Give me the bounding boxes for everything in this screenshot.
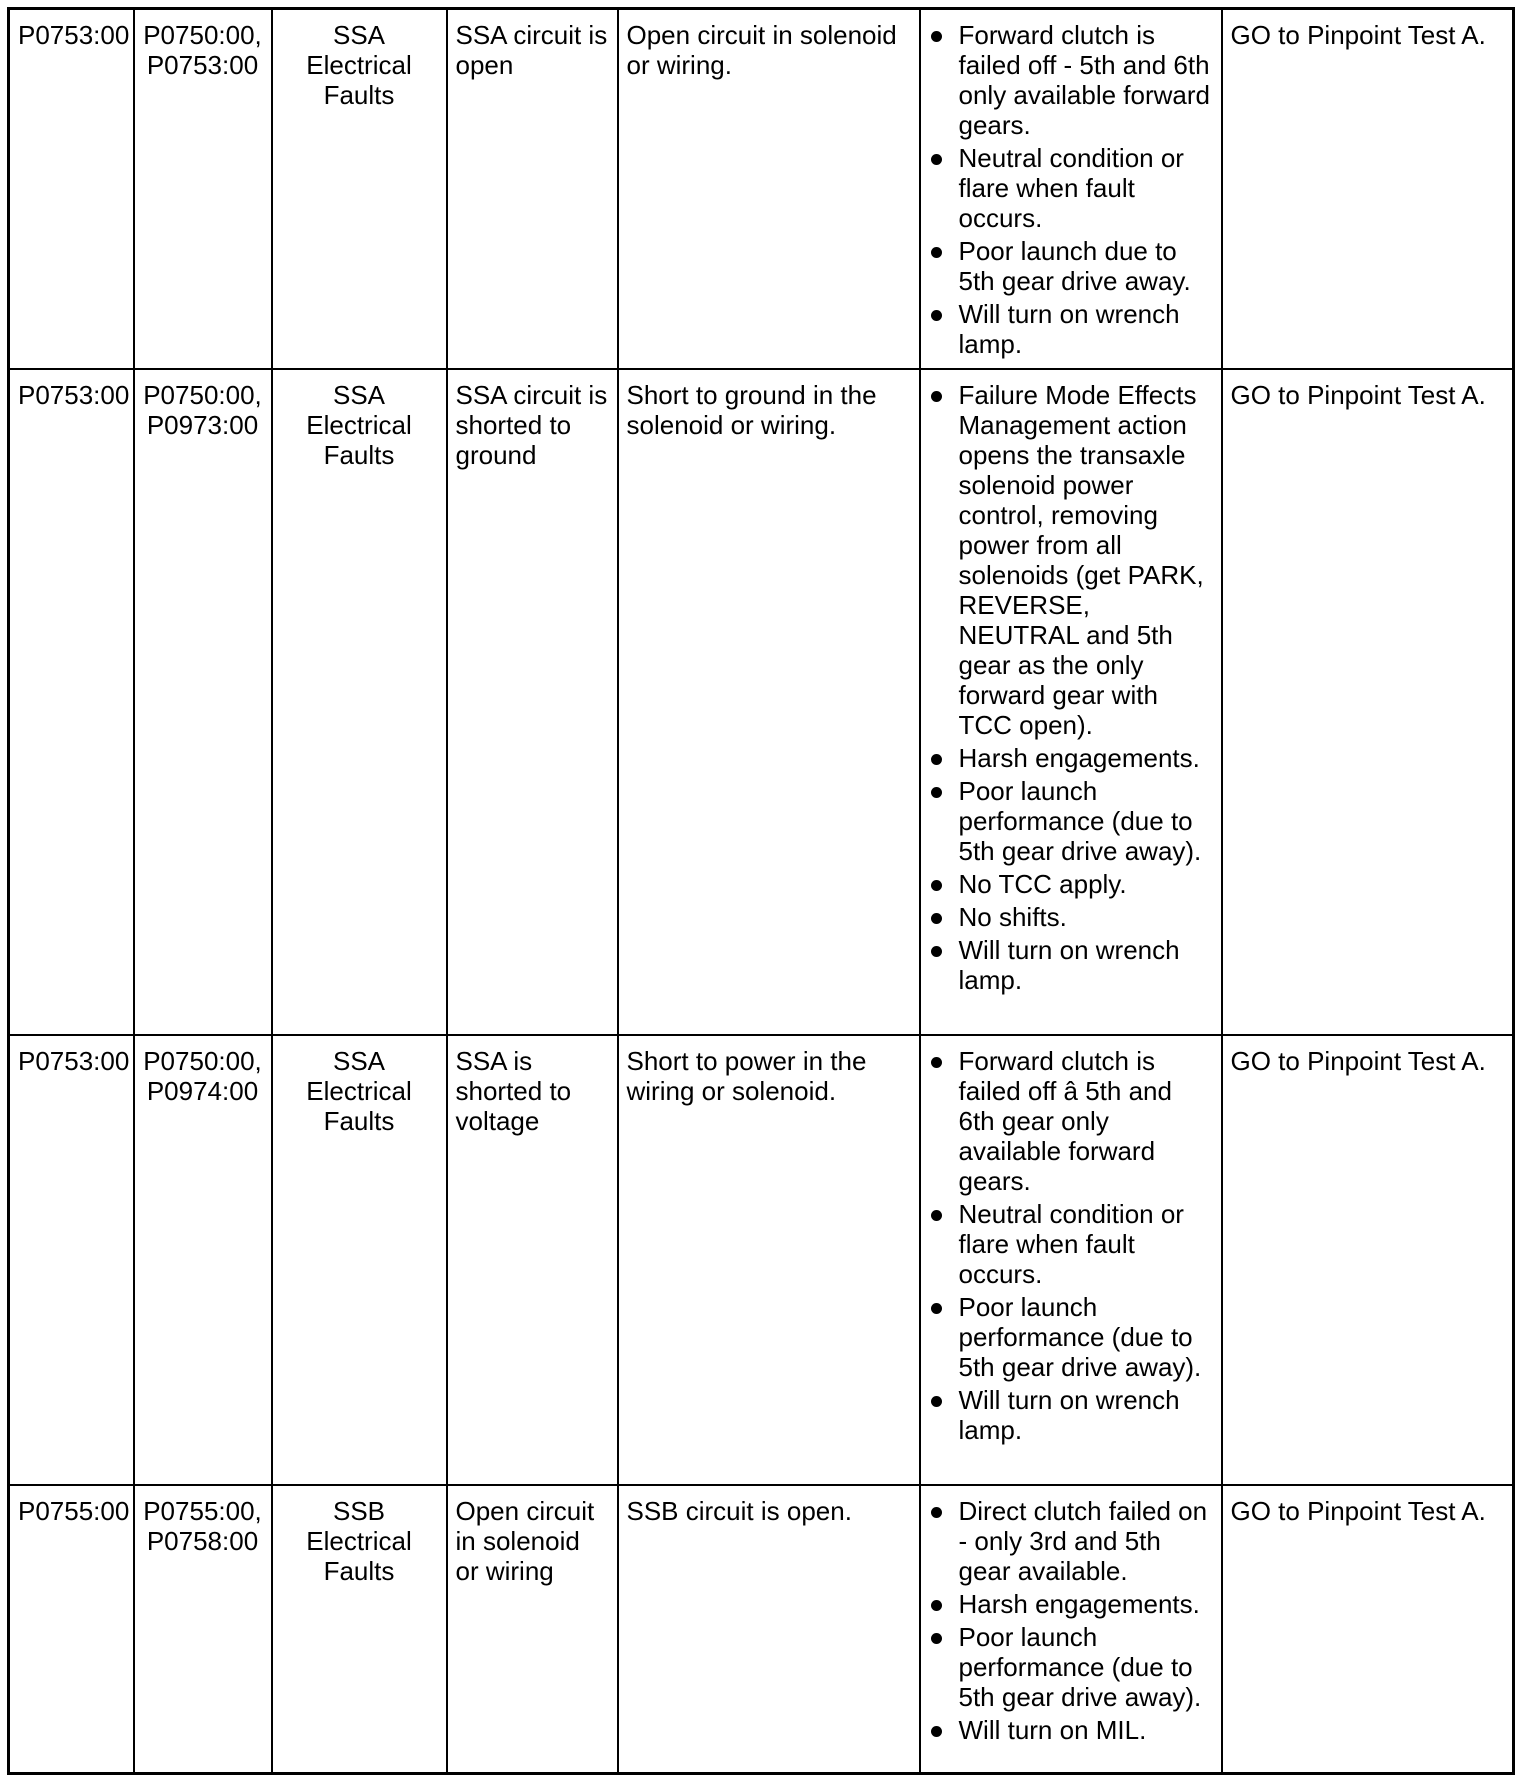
- component-cell: [272, 369, 447, 1035]
- symptom-item: Poor launch performance (due to 5th gear drive away).: [929, 1292, 1213, 1382]
- symptom-item: Forward clutch is failed off - 5th and 6th only available forward gears.: [929, 20, 1213, 140]
- table-row: [9, 9, 1514, 370]
- related-dtc-line: P0750:00,: [143, 1046, 262, 1076]
- component-line: Electrical: [306, 410, 412, 440]
- table-row: [9, 369, 1514, 1035]
- symptom-item: No shifts.: [929, 902, 1213, 932]
- symptom-item: Will turn on MIL.: [929, 1715, 1213, 1745]
- component-line: Faults: [323, 1106, 395, 1136]
- component-line: Faults: [323, 1556, 395, 1586]
- cause-cell: Short to ground in the solenoid or wiring.: [618, 369, 920, 1035]
- related-dtc-cell: [134, 9, 272, 370]
- symptom-item: Harsh engagements.: [929, 743, 1213, 773]
- symptom-item: Will turn on wrench lamp.: [929, 935, 1213, 995]
- action-cell: GO to Pinpoint Test A.: [1222, 9, 1514, 370]
- related-dtc-line: P0973:00: [146, 410, 259, 440]
- symptom-item: Neutral condition or flare when fault occurs.: [929, 1199, 1213, 1289]
- dtc-table: [7, 7, 1515, 1775]
- component-line: SSA: [332, 20, 386, 50]
- symptom-item: Failure Mode Effects Management action opens the transaxle solenoid power control, removing power from all solenoids (get PARK, REVERSE, NEUTRAL and 5th gear as the only forward gear with TCC open).: [929, 380, 1213, 740]
- symptoms-cell: [920, 369, 1222, 1035]
- symptom-item: Direct clutch failed on - only 3rd and 5th gear available.: [929, 1496, 1213, 1586]
- cause-cell: SSB circuit is open.: [618, 1485, 920, 1773]
- table-row: [9, 1485, 1514, 1773]
- symptom-item: Harsh engagements.: [929, 1589, 1213, 1619]
- symptoms-cell: [920, 1035, 1222, 1485]
- related-dtc-line: P0753:00: [146, 50, 259, 80]
- symptom-list: [929, 1046, 1213, 1445]
- condition-cell: SSA circuit is shorted to ground: [447, 369, 618, 1035]
- cause-cell: Open circuit in solenoid or wiring.: [618, 9, 920, 370]
- symptom-item: Poor launch performance (due to 5th gear drive away).: [929, 1622, 1213, 1712]
- symptom-item: No TCC apply.: [929, 869, 1213, 899]
- action-cell: GO to Pinpoint Test A.: [1222, 1485, 1514, 1773]
- component-cell: [272, 1035, 447, 1485]
- component-line: Electrical: [306, 50, 412, 80]
- related-dtc-line: P0750:00,: [143, 20, 262, 50]
- symptom-item: Will turn on wrench lamp.: [929, 299, 1213, 359]
- component-line: SSB: [332, 1496, 386, 1526]
- dtc-code-cell: P0753:00: [9, 1035, 134, 1485]
- symptom-item: Neutral condition or flare when fault occurs.: [929, 143, 1213, 233]
- component-line: Electrical: [306, 1076, 412, 1106]
- component-line: SSA: [332, 380, 386, 410]
- dtc-code-cell: P0753:00: [9, 369, 134, 1035]
- symptom-list: [929, 20, 1213, 359]
- symptom-item: Poor launch performance (due to 5th gear drive away).: [929, 776, 1213, 866]
- symptom-list: [929, 1496, 1213, 1745]
- dtc-code-cell: P0755:00: [9, 1485, 134, 1773]
- action-cell: GO to Pinpoint Test A.: [1222, 1035, 1514, 1485]
- condition-cell: Open circuit in solenoid or wiring: [447, 1485, 618, 1773]
- symptom-item: Forward clutch is failed off â 5th and 6th gear only available forward gears.: [929, 1046, 1213, 1196]
- related-dtc-cell: [134, 1035, 272, 1485]
- symptoms-cell: [920, 1485, 1222, 1773]
- cause-cell: Short to power in the wiring or solenoid.: [618, 1035, 920, 1485]
- component-cell: [272, 9, 447, 370]
- condition-cell: SSA is shorted to voltage: [447, 1035, 618, 1485]
- related-dtc-line: P0750:00,: [143, 380, 262, 410]
- symptom-item: Will turn on wrench lamp.: [929, 1385, 1213, 1445]
- component-line: Electrical: [306, 1526, 412, 1556]
- related-dtc-line: P0758:00: [146, 1526, 259, 1556]
- component-line: Faults: [323, 440, 395, 470]
- table-row: [9, 1035, 1514, 1485]
- symptom-list: [929, 380, 1213, 995]
- symptoms-cell: [920, 9, 1222, 370]
- related-dtc-line: P0755:00,: [143, 1496, 262, 1526]
- related-dtc-cell: [134, 1485, 272, 1773]
- symptom-item: Poor launch due to 5th gear drive away.: [929, 236, 1213, 296]
- component-line: Faults: [323, 80, 395, 110]
- action-cell: GO to Pinpoint Test A.: [1222, 369, 1514, 1035]
- dtc-code-cell: P0753:00: [9, 9, 134, 370]
- component-line: SSA: [332, 1046, 386, 1076]
- related-dtc-line: P0974:00: [146, 1076, 259, 1106]
- condition-cell: SSA circuit is open: [447, 9, 618, 370]
- component-cell: [272, 1485, 447, 1773]
- related-dtc-cell: [134, 369, 272, 1035]
